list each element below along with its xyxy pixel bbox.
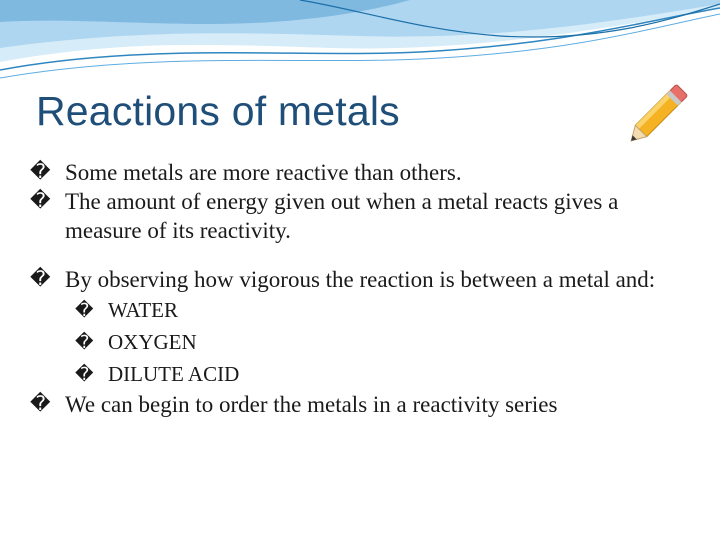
decorative-wave-header (0, 0, 720, 90)
bullet-text: We can begin to order the metals in a reactivity series (65, 392, 558, 417)
sub-bullet-item (75, 326, 700, 358)
bullet-text: The amount of energy given out when a metal reacts gives a measure of its reactivity. (65, 189, 619, 243)
spacer (30, 245, 700, 265)
pencil-icon (616, 72, 700, 156)
bullet-item (30, 265, 700, 294)
bullet-text: By observing how vigorous the reaction is between a metal and: (65, 267, 656, 292)
bullet-item (30, 390, 700, 419)
slide-title: Reactions of metals (36, 88, 400, 134)
bullet-glyph: � (30, 393, 51, 415)
bullet-glyph: � (75, 332, 94, 352)
bullet-item (30, 158, 700, 187)
sub-bullet-item (75, 358, 700, 390)
bullet-text: DILUTE ACID (108, 362, 240, 386)
bullet-glyph: � (30, 190, 51, 212)
bullet-glyph: � (30, 268, 51, 290)
bullet-text: WATER (108, 298, 178, 322)
bullet-text: Some metals are more reactive than others. (65, 160, 462, 185)
bullet-glyph: � (75, 364, 94, 384)
bullet-item (30, 187, 700, 245)
bullet-text: OXYGEN (108, 330, 197, 354)
bullet-glyph: � (75, 300, 94, 320)
sub-bullet-item (75, 294, 700, 326)
bullet-glyph: � (30, 161, 51, 183)
slide-content (30, 158, 700, 419)
